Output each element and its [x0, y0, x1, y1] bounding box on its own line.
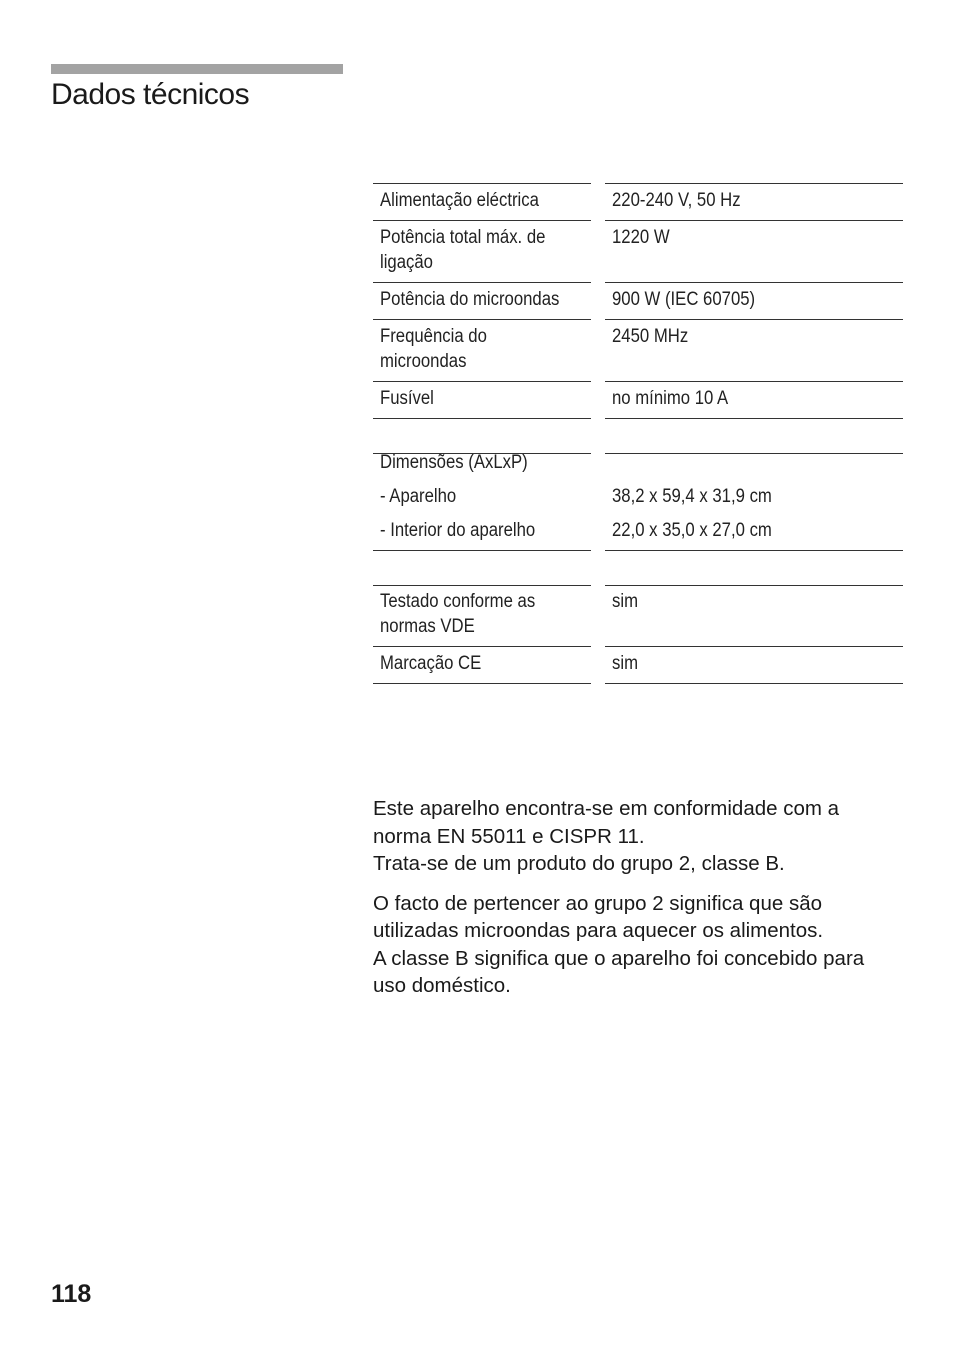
spec-label-line: ligação	[380, 252, 433, 273]
table-row	[373, 320, 903, 382]
spec-label	[373, 320, 591, 382]
table-row	[373, 382, 903, 419]
spacer-cell	[605, 551, 903, 586]
spec-label	[373, 585, 591, 647]
table-row	[373, 446, 903, 551]
spec-value	[605, 221, 903, 283]
spec-value	[605, 585, 903, 647]
spec-label-line: Alimentação eléctrica	[380, 190, 539, 211]
spec-label-line: Testado conforme as	[380, 591, 536, 612]
paragraph-line: norma EN 55011 e CISPR 11.	[373, 824, 645, 848]
spec-value	[605, 446, 903, 551]
title-bar-decoration	[51, 64, 343, 74]
spec-label-line: Potência total máx. de	[380, 227, 546, 248]
spec-value-text: 2450 MHz	[612, 326, 689, 347]
dimensions-heading: Dimensões (AxLxP)	[380, 452, 528, 473]
page-number: 118	[51, 1280, 92, 1308]
spec-label-line: Fusível	[380, 388, 434, 409]
dimension-label: - Aparelho	[380, 486, 457, 507]
spec-value	[605, 647, 903, 684]
spec-value-text: 900 W (IEC 60705)	[612, 289, 756, 310]
dimension-value: 22,0 x 35,0 x 27,0 cm	[612, 520, 772, 541]
paragraph	[373, 795, 913, 878]
page-title: Dados técnicos	[51, 78, 250, 111]
spec-label	[373, 647, 591, 684]
dimension-label: - Interior do aparelho	[380, 520, 536, 541]
spec-value-text: sim	[612, 653, 639, 674]
table-row	[373, 647, 903, 684]
spec-label-line: microondas	[380, 351, 467, 372]
table-spacer-row	[373, 551, 903, 586]
spec-label-line: Marcação CE	[380, 653, 482, 674]
spec-value-text: sim	[612, 591, 639, 612]
spec-label	[373, 283, 591, 320]
spec-label	[373, 183, 591, 221]
spec-label-line: Potência do microondas	[380, 289, 560, 310]
paragraph	[373, 890, 913, 1000]
spacer-cell	[373, 551, 591, 586]
spec-table-dimensions	[373, 446, 903, 586]
paragraph-line: utilizadas microondas para aquecer os alimentos.	[373, 919, 824, 942]
compliance-text	[373, 795, 913, 1012]
spec-value	[605, 183, 903, 221]
spec-value	[605, 283, 903, 320]
paragraph-line: A classe B significa que o aparelho foi concebido para	[373, 946, 865, 970]
table-row	[373, 283, 903, 320]
paragraph-line: Este aparelho encontra-se em conformidade com a	[373, 797, 840, 820]
spec-label	[373, 382, 591, 419]
spec-value-text: no mínimo 10 A	[612, 388, 729, 409]
spec-label-line: normas VDE	[380, 616, 475, 637]
spec-value	[605, 382, 903, 419]
spec-label	[373, 221, 591, 283]
table-row	[373, 183, 903, 221]
spec-table-electrical	[373, 183, 903, 454]
spec-value-text: 220-240 V, 50 Hz	[612, 190, 741, 211]
spec-label	[373, 446, 591, 551]
paragraph-line: uso doméstico.	[373, 974, 511, 997]
dimension-value: 38,2 x 59,4 x 31,9 cm	[612, 486, 772, 507]
spec-label-line: Frequência do	[380, 326, 487, 347]
spec-value	[605, 320, 903, 382]
spec-table-compliance	[373, 585, 903, 684]
paragraph-line: O facto de pertencer ao grupo 2 significa que são	[373, 891, 823, 915]
table-row	[373, 585, 903, 647]
table-row	[373, 221, 903, 283]
paragraph-line: Trata-se de um produto do grupo 2, classe B.	[373, 852, 785, 875]
spec-value-text: 1220 W	[612, 227, 670, 248]
